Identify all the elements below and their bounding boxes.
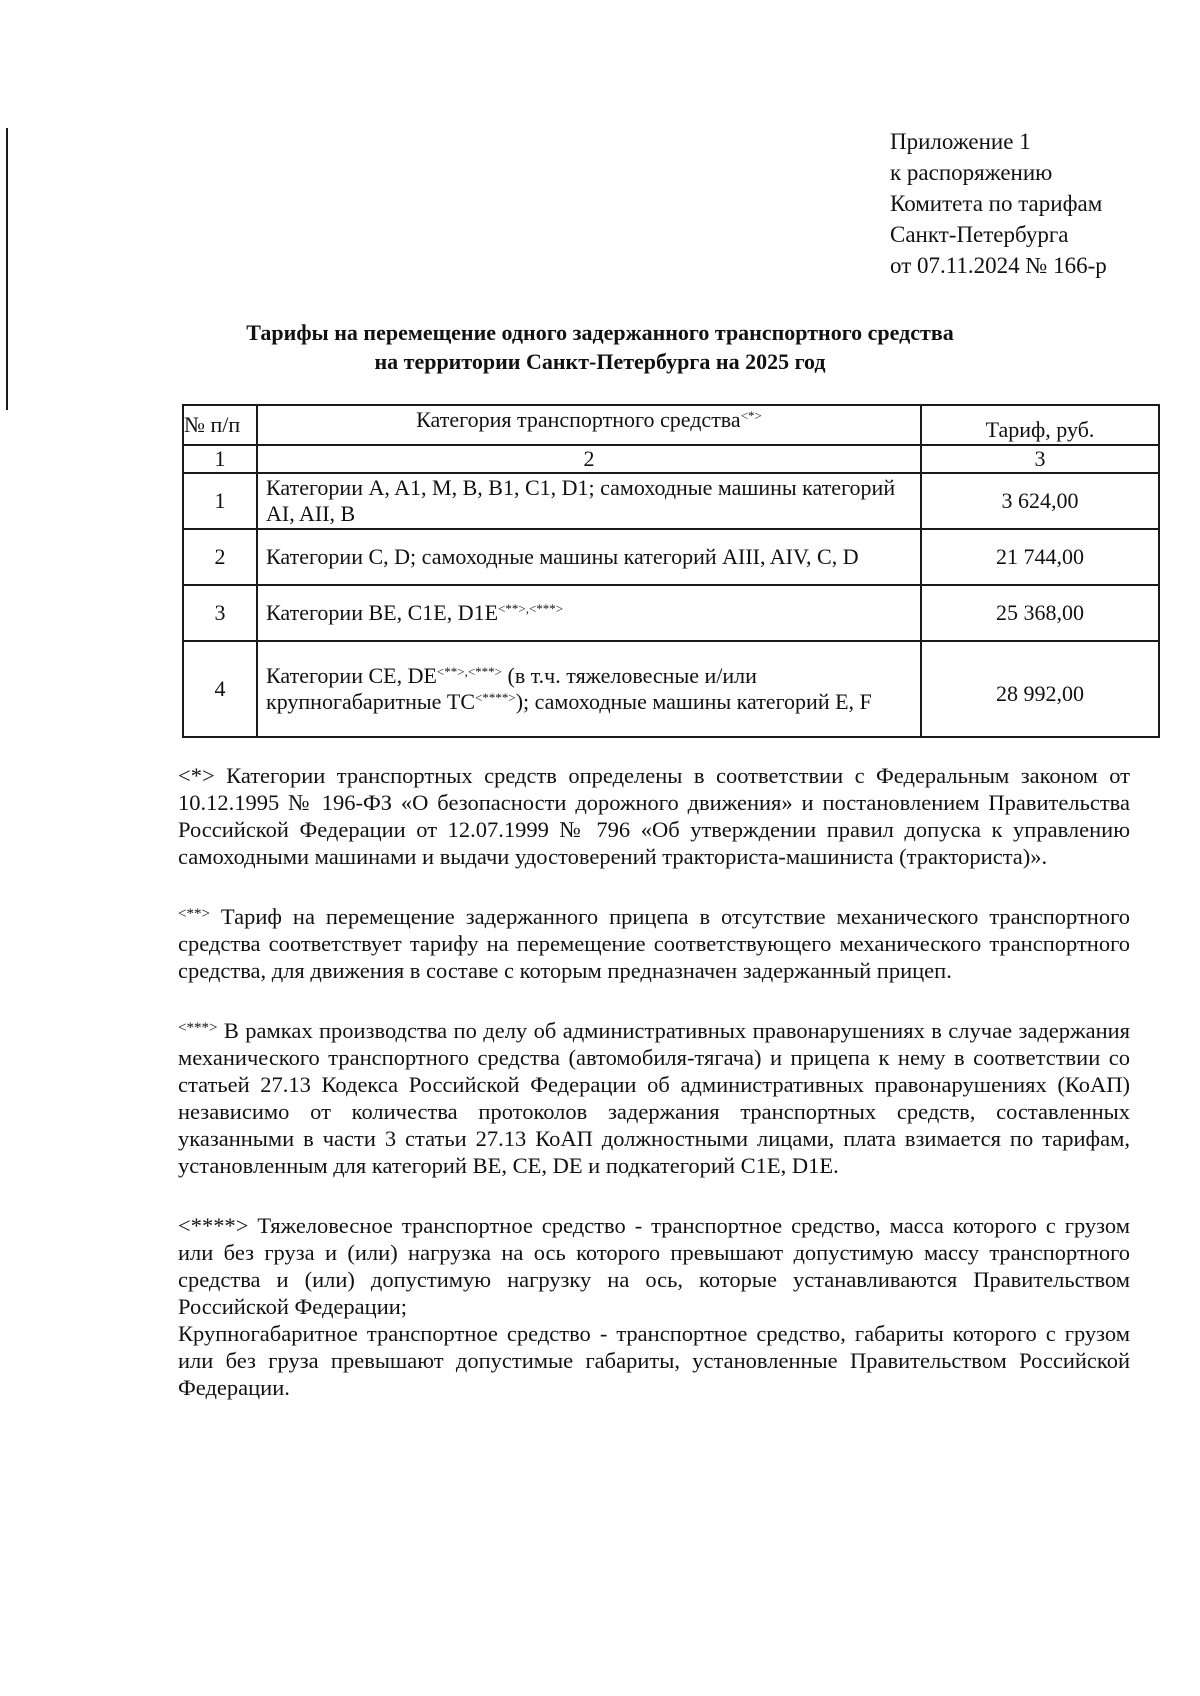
appendix-line-2: к распоряжению: [890, 160, 1053, 185]
row-category: [257, 585, 921, 641]
row-num: 2: [183, 529, 257, 585]
row-category-text-b: (в т.ч. тяжеловесные и/или крупногабаритные ТС: [266, 663, 757, 714]
table-row: [183, 641, 1159, 737]
appendix-block: [890, 126, 1190, 281]
footnote-1-mark: <*>: [178, 763, 215, 788]
footnotes: [178, 762, 1130, 1434]
footnote-2-mark: <**>: [178, 906, 210, 922]
document-title: [150, 318, 1050, 376]
footnote-3: [178, 1017, 1130, 1179]
footnote-2-text: Тариф на перемещение задержанного прицепа в отсутствие механического транспортного средства соответствует тарифу на перемещение соответствующего механического транспортного средства, для движения в составе с которым предназначен задержанный прицеп.: [178, 904, 1130, 983]
row-category-text-c: ); самоходные машины категорий E, F: [515, 689, 872, 714]
header-category: [257, 405, 921, 445]
footnote-1: [178, 762, 1130, 870]
footnote-4-text: Тяжеловесное транспортное средство - транспортное средство, масса которого с грузом или без груза и (или) нагрузка на ось которого превышают допустимую массу транспортного средства и (или) допустимую нагрузку на ось, которые устанавливаются Правительством Российской Федерации;: [178, 1213, 1130, 1319]
row-category-mark: <**>,<***>: [498, 601, 564, 616]
footnote-2: [178, 903, 1130, 984]
header-category-text: Категория транспортного средства: [416, 407, 741, 432]
row-num: 3: [183, 585, 257, 641]
row-category-mark-a: <**>,<***>: [436, 664, 502, 679]
header-num: № п/п: [183, 405, 257, 445]
row-category: [257, 641, 921, 737]
table-row: [183, 529, 1159, 585]
header-category-mark: <*>: [740, 408, 762, 423]
appendix-line-1: Приложение 1: [890, 129, 1031, 154]
index-cell-3: 3: [921, 445, 1159, 473]
table-row: [183, 473, 1159, 529]
row-category-text-a: Категории CE, DE: [266, 663, 437, 688]
row-category: Категории C, D; самоходные машины категорий AIII, AIV, C, D: [257, 529, 921, 585]
index-cell-1: 1: [183, 445, 257, 473]
table-row: [183, 585, 1159, 641]
row-num: 4: [183, 641, 257, 737]
table-header-row: [183, 405, 1159, 445]
footnote-3-text: В рамках производства по делу об административных правонарушениях в случае задержания механического транспортного средства (автомобиля-тягача) и прицепа к нему в соответствии со статьей 27.13 Кодекса Российской Федерации об административных правонарушениях (КоАП) независимо от количества протоколов задержания транспортных средств, составленных указанными в части 3 статьи 27.13 КоАП должностными лицами, плата взимается по тарифам, установленным для категорий BE, CE, DE и подкатегорий C1E, D1E.: [178, 1018, 1130, 1178]
footnote-5-text: Крупногабаритное транспортное средство - транспортное средство, габариты которого с грузом или без груза превышают допустимые габариты, установленные Правительством Российской Федерации.: [178, 1321, 1130, 1400]
appendix-line-5: от 07.11.2024 № 166-р: [890, 253, 1107, 278]
appendix-line-4: Санкт-Петербурга: [890, 222, 1069, 247]
table-index-row: [183, 445, 1159, 473]
row-tariff: 3 624,00: [921, 473, 1159, 529]
row-tariff: 25 368,00: [921, 585, 1159, 641]
footnote-1-text: Категории транспортных средств определены в соответствии с Федеральным законом от 10.12.1995 № 196-ФЗ «О безопасности дорожного движения» и постановлением Правительства Российской Федерации от 12.07.1999 № 796 «Об утверждении правил допуска к управлению самоходными машинами и выдачи удостоверений тракториста-машиниста (тракториста)».: [178, 763, 1130, 869]
header-tariff: Тариф, руб.: [921, 405, 1159, 445]
footnote-4-mark: <****>: [178, 1213, 249, 1238]
tariff-table: [182, 404, 1160, 738]
footnote-3-mark: <***>: [178, 1020, 218, 1036]
title-line-2: на территории Санкт-Петербурга на 2025 год: [374, 349, 826, 374]
row-num: 1: [183, 473, 257, 529]
row-tariff: 21 744,00: [921, 529, 1159, 585]
title-line-1: Тарифы на перемещение одного задержанного транспортного средства: [246, 320, 954, 345]
index-cell-2: 2: [257, 445, 921, 473]
appendix-line-3: Комитета по тарифам: [890, 191, 1103, 216]
footnote-5: [178, 1320, 1130, 1401]
left-margin-line: [6, 128, 8, 410]
row-category-text: Категории BE, C1E, D1E: [266, 600, 499, 625]
row-category: Категории A, A1, M, B, B1, C1, D1; самоходные машины категорий AI, AII, B: [257, 473, 921, 529]
footnote-4: [178, 1212, 1130, 1320]
row-category-mark-b: <****>: [475, 690, 516, 705]
row-tariff: 28 992,00: [921, 641, 1159, 737]
